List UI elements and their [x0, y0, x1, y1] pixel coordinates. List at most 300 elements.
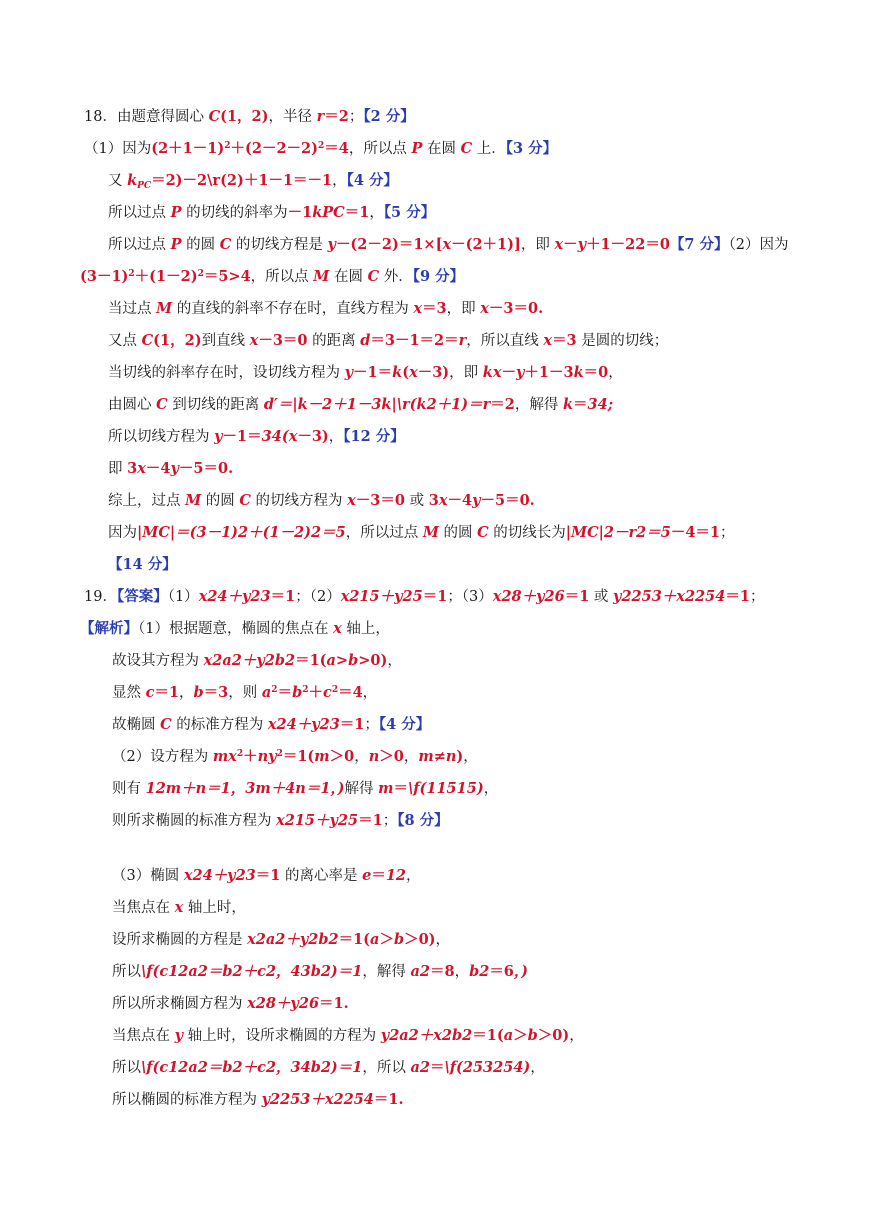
text-run: ＝1: [725, 588, 750, 605]
text-run: ＝1: [339, 716, 365, 733]
text-run: k: [573, 364, 584, 381]
text-run: x: [413, 300, 423, 317]
text-run: ＞: [379, 931, 394, 948]
line-q19-y-result: [112, 1090, 404, 1110]
text-run: ，即: [449, 365, 483, 381]
text-run: ＝3－1＝2＝: [370, 332, 459, 349]
line-q18-tangent-result: [108, 427, 405, 447]
text-run: 的直线的斜率不存在时，直线方程为: [172, 301, 414, 317]
text-run: ＝3: [203, 684, 229, 701]
text-run: 3: [127, 460, 138, 477]
text-run: y: [327, 236, 336, 253]
text-run: ；: [348, 109, 364, 125]
text-run: －3＝0: [355, 492, 405, 509]
text-run: 2: [224, 141, 231, 151]
line-q19-part2-solve: [112, 779, 498, 799]
text-run: x: [288, 428, 298, 445]
text-run: \f(c12a2＝b2＋c2，34b2)＝1: [141, 1059, 363, 1076]
text-run: a: [261, 684, 272, 701]
text-run: c: [322, 684, 332, 701]
text-run: 上．: [472, 141, 506, 157]
line-q18-part1: [84, 139, 557, 159]
text-run: 到直线: [201, 333, 250, 349]
text-run: ＋(2－2－2): [230, 140, 318, 157]
text-run: 所以: [112, 1060, 141, 1076]
text-run: ＝1: [154, 684, 180, 701]
text-run: ；（3）: [447, 589, 493, 605]
text-run: 12: [385, 867, 407, 884]
text-run: 又: [108, 173, 128, 189]
text-run: ＝: [371, 867, 386, 884]
text-run: 当焦点在: [112, 1028, 175, 1044]
text-run: ＋: [308, 684, 323, 701]
text-run: C: [219, 236, 232, 253]
text-run: ＝1(: [295, 652, 327, 669]
text-run: mx: [212, 748, 237, 765]
line-q19-answer: [84, 587, 764, 607]
text-run: x215＋y25: [276, 812, 359, 829]
text-run: ，半径: [268, 109, 317, 125]
text-run: ＝2: [324, 108, 349, 125]
text-run: －4: [145, 460, 171, 477]
text-run: ，所以点: [250, 269, 314, 285]
text-run: 所以所求椭圆方程为: [112, 996, 248, 1012]
text-run: b: [193, 684, 204, 701]
text-run: y: [174, 1027, 184, 1044]
text-run: |MC|2－r2＝5: [565, 524, 671, 541]
line-q18-summary: [108, 491, 535, 511]
text-run: 在圆: [329, 269, 368, 285]
text-run: P: [411, 140, 423, 157]
text-run: (1，2): [153, 332, 202, 349]
text-run: ，: [435, 932, 451, 948]
text-run: y: [214, 428, 223, 445]
text-run: x28＋y26: [492, 588, 565, 605]
text-run: 的切线的斜率为: [181, 205, 288, 221]
text-run: 【答案】: [116, 588, 168, 605]
text-run: ＝: [573, 396, 588, 413]
line-q18-simplified: [108, 459, 233, 479]
text-run: y: [472, 492, 481, 509]
text-run: ＝1: [255, 867, 281, 884]
text-run: 所以过点: [108, 237, 171, 253]
text-run: ，则: [228, 685, 262, 701]
text-run: 的切线长为: [488, 525, 566, 541]
text-run: －1＝: [222, 428, 262, 445]
text-run: ＞: [513, 1027, 528, 1044]
text-run: P: [170, 236, 182, 253]
text-run: 即: [108, 461, 128, 477]
text-run: a2: [410, 963, 430, 980]
text-run: 12m＋n＝1，3m＋4n＝1，): [145, 780, 345, 797]
line-q19-x-solve: [112, 962, 528, 982]
text-run: ＞0): [404, 931, 436, 948]
text-run: 当焦点在: [112, 900, 175, 916]
text-run: (1，2): [220, 108, 269, 125]
text-run: m: [378, 780, 394, 797]
text-run: x: [480, 300, 489, 317]
text-run: 2: [197, 269, 204, 279]
text-run: kPC: [312, 204, 345, 221]
text-run: ＝5>4: [203, 268, 251, 285]
text-run: ，: [332, 173, 347, 189]
text-run: y: [577, 236, 587, 253]
text-run: \f(253254): [444, 1059, 531, 1076]
text-run: M: [313, 268, 330, 285]
text-run: 解得: [344, 781, 379, 797]
line-q18-solve-k: [108, 395, 613, 415]
text-run: 【5 分】: [383, 204, 436, 221]
text-run: －5＝0.: [480, 492, 535, 509]
line-q19-x-result: [112, 994, 349, 1014]
text-run: x: [137, 460, 146, 477]
text-run: ，: [608, 365, 623, 381]
text-run: 34;: [587, 396, 614, 413]
text-run: ＝: [393, 780, 408, 797]
text-run: a2: [410, 1059, 430, 1076]
text-run: PC: [137, 181, 152, 191]
text-run: ，即: [446, 301, 481, 317]
text-run: ，所以: [362, 1060, 411, 1076]
text-run: ，: [406, 868, 421, 884]
text-run: 外．: [379, 269, 413, 285]
text-run: ，: [179, 685, 194, 701]
text-run: ＝1: [358, 812, 383, 829]
text-run: 的距离: [307, 333, 361, 349]
line-q19-analysis: [80, 619, 390, 639]
text-run: 【3 分】: [505, 140, 558, 157]
line-q19-y-axis: [112, 1026, 584, 1046]
text-run: 又点: [108, 333, 142, 349]
line-q18-no-slope: [108, 299, 543, 319]
line-q18-tangent-eq: [108, 235, 789, 255]
text-run: ＝1: [344, 204, 370, 221]
text-run: ，即: [520, 237, 555, 253]
text-run: 的离心率是: [280, 868, 363, 884]
text-run: －3): [297, 428, 329, 445]
text-run: －3＝0: [258, 332, 308, 349]
text-run: ＝1(: [338, 931, 371, 948]
text-run: 2: [331, 685, 339, 695]
text-run: k: [392, 364, 403, 381]
text-run: 2: [271, 685, 278, 695]
text-run: M: [185, 492, 202, 509]
line-q18-slope-exists: [108, 363, 623, 383]
text-run: ，: [530, 1060, 545, 1076]
text-run: C: [477, 524, 489, 541]
text-run: ＝1(: [472, 1027, 504, 1044]
text-run: ，所以过点: [345, 525, 423, 541]
text-run: 的切线方程为: [250, 493, 348, 509]
text-run: ＝1: [564, 588, 590, 605]
text-run: 【8 分】: [397, 812, 449, 829]
text-run: ；（2）: [295, 589, 341, 605]
text-run: ＝1(: [282, 748, 315, 765]
text-run: x: [442, 236, 452, 253]
text-run: x: [409, 364, 418, 381]
text-run: \f(c12a2＝b2＋c2，43b2)＝1: [141, 963, 363, 980]
text-run: (3－1): [80, 268, 129, 285]
line-q19-assume: [112, 651, 402, 671]
text-run: x28＋y26: [247, 995, 320, 1012]
line-q18-score: [108, 555, 177, 575]
text-run: e: [362, 867, 372, 884]
line-q18-tangent-length: [108, 523, 735, 543]
text-run: 【9 分】: [412, 268, 465, 285]
text-run: r: [316, 108, 325, 125]
text-run: ，: [454, 964, 470, 980]
text-run: ，所以点: [348, 141, 412, 157]
text-run: (: [402, 364, 410, 381]
line-q19-x-assume: [112, 930, 450, 950]
line-q19-y-solve: [112, 1058, 545, 1078]
text-run: 在圆: [422, 141, 461, 157]
text-run: ，: [387, 653, 402, 669]
text-run: x: [554, 236, 564, 253]
text-run: 【2 分】: [363, 108, 415, 125]
text-run: 轴上，: [341, 621, 390, 637]
text-run: （1）: [167, 589, 199, 605]
text-run: －5＝0.: [178, 460, 234, 477]
text-run: x: [249, 332, 259, 349]
text-run: b: [527, 1027, 538, 1044]
line-q18-intro: [84, 107, 415, 127]
text-run: ＝6: [489, 963, 514, 980]
text-run: y2253＋x2254: [613, 588, 726, 605]
text-run: ＝2)－2\r(2)＋1－1＝－1: [151, 172, 333, 189]
text-run: r: [458, 332, 467, 349]
text-run: y: [170, 460, 179, 477]
line-q19-values: [112, 683, 377, 703]
text-run: M: [422, 524, 439, 541]
text-run: 的切线方程是: [231, 237, 328, 253]
text-run: －: [563, 236, 578, 253]
text-run: ＝8: [429, 963, 455, 980]
text-run: a: [370, 931, 380, 948]
text-run: y2a2＋x2b2: [380, 1027, 473, 1044]
text-run: 【14 分】: [108, 556, 177, 573]
text-run: ＝2: [490, 396, 515, 413]
text-run: x2a2＋y2b2: [247, 931, 339, 948]
text-run: 则有: [112, 781, 146, 797]
text-run: 故设其方程为: [112, 653, 204, 669]
text-run: 当过点: [108, 301, 157, 317]
text-run: －3): [417, 364, 450, 381]
text-run: x24＋y23: [183, 867, 256, 884]
text-run: ＋(1－2): [134, 268, 198, 285]
text-run: 由圆心: [108, 397, 157, 413]
text-run: 【12 分】: [343, 428, 405, 445]
text-run: a: [503, 1027, 514, 1044]
text-run: d′＝|k－2＋1－3k|\r(k2＋1)＝r: [263, 396, 491, 413]
text-run: x: [347, 492, 356, 509]
text-run: ＝3: [552, 332, 577, 349]
text-run: C: [156, 396, 168, 413]
text-run: m: [314, 748, 330, 765]
text-run: 到切线的距离: [167, 397, 264, 413]
text-run: 2: [276, 749, 283, 759]
text-run: y: [344, 364, 354, 381]
text-run: a>b: [326, 652, 359, 669]
text-run: c: [145, 684, 155, 701]
text-run: 2: [318, 141, 325, 151]
text-run: 【4 分】: [346, 172, 399, 189]
text-run: ，解得: [362, 964, 411, 980]
text-run: 所以椭圆的标准方程为: [112, 1092, 262, 1108]
text-run: －1＝: [353, 364, 393, 381]
text-run: |MC|＝(3－1)2＋(1－2)2＝5: [137, 524, 346, 541]
text-run: b2: [469, 963, 490, 980]
text-run: ＋1－22＝0: [586, 236, 670, 253]
text-run: x: [174, 899, 184, 916]
text-run: 2: [302, 685, 309, 695]
text-run: ，: [328, 429, 344, 445]
text-run: 3: [428, 492, 439, 509]
text-run: ，: [403, 749, 419, 765]
text-run: 的圆: [181, 237, 220, 253]
line-q19-part1-result: [112, 715, 430, 735]
text-run: n: [368, 748, 380, 765]
text-run: ＞0: [329, 748, 355, 765]
text-run: 则所求椭圆的标准方程为: [112, 813, 277, 829]
text-run: b: [393, 931, 405, 948]
text-run: ＝: [429, 1059, 445, 1076]
text-run: C: [460, 140, 473, 157]
text-run: 故椭圆: [112, 717, 161, 733]
text-run: －: [501, 364, 516, 381]
text-run: －4: [447, 492, 473, 509]
text-run: x2a2＋y2b2: [203, 652, 296, 669]
text-run: y: [515, 364, 525, 381]
text-run: ): [456, 748, 464, 765]
text-run: 或: [589, 589, 614, 605]
text-run: x: [543, 332, 553, 349]
text-run: ＝1.: [319, 995, 349, 1012]
line-q18-slope: [108, 171, 398, 191]
text-run: 的圆: [438, 525, 478, 541]
text-run: >0): [358, 652, 388, 669]
text-run: ＝3: [422, 300, 447, 317]
text-run: x24＋y23: [198, 588, 271, 605]
text-run: x215＋y25: [340, 588, 423, 605]
text-run: －4＝1: [670, 524, 721, 541]
text-run: ＝4: [324, 140, 349, 157]
text-run: ＝1: [270, 588, 296, 605]
text-run: C: [141, 332, 154, 349]
text-run: x: [333, 620, 342, 637]
text-run: 因为: [108, 525, 137, 541]
text-run: ，: [369, 205, 384, 221]
text-run: －3＝0.: [488, 300, 544, 317]
text-run: ；: [382, 813, 398, 829]
text-run: －(2＋1)]: [451, 236, 521, 253]
text-run: （3）椭圆: [112, 868, 184, 884]
text-run: （1）因为: [84, 141, 152, 157]
text-run: (2＋1－1): [151, 140, 225, 157]
line-q18-distance: [108, 331, 668, 351]
text-run: kx: [482, 364, 502, 381]
text-run: －(2－2)＝1×[: [335, 236, 443, 253]
line-q18-part2: [80, 267, 464, 287]
text-run: d: [360, 332, 371, 349]
text-run: m≠n: [418, 748, 457, 765]
text-run: M: [156, 300, 173, 317]
text-run: ，解得: [514, 397, 563, 413]
line-q19-x-axis: [112, 898, 246, 918]
text-run: P: [170, 204, 182, 221]
text-run: C: [239, 492, 251, 509]
text-run: ；: [364, 717, 379, 733]
text-run: 的标准方程为: [171, 717, 268, 733]
text-run: 2: [236, 749, 244, 759]
text-run: 19．: [84, 589, 117, 605]
text-run: ，): [513, 963, 529, 980]
text-run: ，: [483, 781, 499, 797]
text-run: 所以: [112, 964, 141, 980]
line-q19-part3: [112, 866, 421, 886]
text-run: ＞0: [379, 748, 404, 765]
text-run: （2）设方程为: [112, 749, 213, 765]
text-run: k: [562, 396, 574, 413]
text-run: ，: [463, 749, 478, 765]
text-run: 所以过点: [108, 205, 171, 221]
text-run: ＝1.: [373, 1091, 404, 1108]
text-run: 当切线的斜率存在时，设切线方程为: [108, 365, 345, 381]
text-run: －1: [287, 204, 313, 221]
text-run: 设所求椭圆的方程是: [112, 932, 248, 948]
text-run: C: [367, 268, 380, 285]
line-q19-part2-result: [112, 811, 449, 831]
line-q18-tangent-slope: [108, 203, 435, 223]
text-run: 2: [128, 269, 135, 279]
text-run: 轴上时，设所求椭圆的方程为: [183, 1028, 381, 1044]
text-run: ＝0: [583, 364, 609, 381]
text-run: ，: [354, 749, 369, 765]
text-run: C: [208, 108, 221, 125]
text-run: k: [127, 172, 138, 189]
text-run: b: [292, 684, 303, 701]
line-q19-part2: [112, 747, 478, 767]
text-run: 18．: [84, 109, 117, 125]
text-run: ＋1－3: [524, 364, 574, 381]
text-run: 所以切线方程为: [108, 429, 215, 445]
text-run: ny: [257, 748, 277, 765]
text-run: \f(11515): [407, 780, 484, 797]
text-run: ＝: [277, 684, 293, 701]
text-run: 是圆的切线；: [576, 333, 669, 349]
text-run: ＝1: [422, 588, 448, 605]
text-run: 轴上时，: [183, 900, 246, 916]
text-run: ＝4: [338, 684, 363, 701]
text-run: x: [438, 492, 448, 509]
text-run: x24＋y23: [267, 716, 340, 733]
text-run: ＞0): [537, 1027, 570, 1044]
text-run: 【7 分】: [669, 236, 729, 253]
text-run: 的圆: [201, 493, 240, 509]
text-run: 综上，过点: [108, 493, 186, 509]
text-run: 显然: [112, 685, 146, 701]
text-run: ；: [749, 589, 765, 605]
text-run: 34(: [261, 428, 289, 445]
text-run: ，: [569, 1028, 584, 1044]
text-run: C: [160, 716, 172, 733]
text-run: ，: [362, 685, 378, 701]
text-run: 或: [405, 493, 429, 509]
text-run: 【4 分】: [378, 716, 431, 733]
text-run: （1）根据题意，椭圆的焦点在: [138, 621, 334, 637]
text-run: （2）因为: [728, 237, 789, 253]
text-run: ，所以直线: [466, 333, 544, 349]
